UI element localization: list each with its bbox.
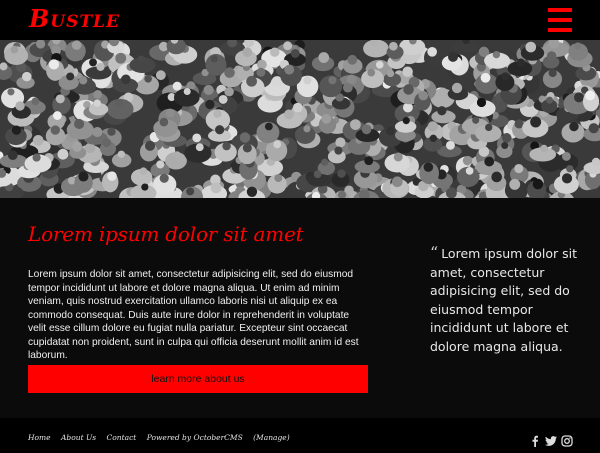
- main-content: [0, 198, 600, 418]
- hero-crowd-image: [0, 40, 600, 198]
- quote-text: Lorem ipsum dolor sit amet, consectetur adipisicing elit, sed do eiusmod tempor incididunt ut labore et dolore magna aliqua.: [430, 246, 577, 354]
- quote-mark-icon: “: [430, 243, 439, 262]
- footer-link-manage[interactable]: (Manage): [253, 433, 290, 442]
- twitter-icon[interactable]: [545, 432, 557, 444]
- page-headline: Lorem ipsum dolor sit amet: [28, 222, 304, 246]
- pull-quote: [430, 244, 578, 356]
- footer-link-contact[interactable]: Contact: [106, 433, 137, 442]
- social-links: [529, 431, 573, 445]
- footer-nav: [28, 433, 298, 442]
- footer-link-octobercms[interactable]: Powered by OctoberCMS: [146, 433, 243, 442]
- site-footer: [0, 418, 600, 453]
- menu-bar: [548, 28, 572, 32]
- learn-more-button[interactable]: learn more about us: [28, 365, 368, 393]
- site-header: [0, 0, 600, 40]
- instagram-icon[interactable]: [561, 432, 573, 444]
- hamburger-menu-icon[interactable]: [548, 8, 572, 32]
- menu-bar: [548, 18, 572, 22]
- menu-bar: [548, 8, 572, 12]
- site-logo[interactable]: Bustle: [29, 4, 120, 33]
- footer-link-home[interactable]: Home: [28, 433, 51, 442]
- facebook-icon[interactable]: [529, 432, 541, 444]
- crowd-photo: [0, 40, 600, 198]
- footer-link-about[interactable]: About Us: [61, 433, 97, 442]
- body-paragraph: Lorem ipsum dolor sit amet, consectetur adipisicing elit, sed do eiusmod tempor incididunt ut labore et dolore magna aliqua. Ut enim ad minim veniam, quis nostrud exercitation ullamco laboris nisi ut aliquip ex ea commodo consequat. Duis aute irure dolor in reprehenderit in voluptate velit esse cillum dolore eu fugiat nulla pariatur. Excepteur sint occaecat cupidatat non proident, sunt in culpa qui officia deserunt mollit anim id est laborum.: [28, 269, 359, 361]
